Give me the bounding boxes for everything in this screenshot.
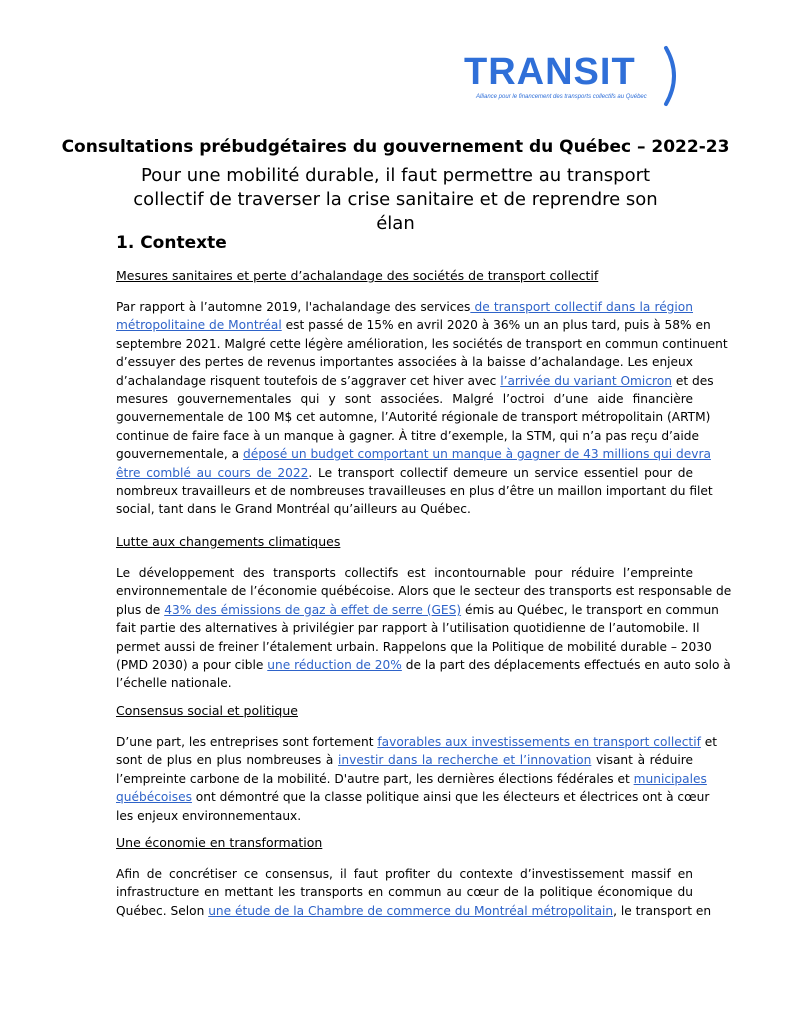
inline-link[interactable]: déposé un budget comportant un manque à gagner de 43 millions qui devra bbox=[242, 447, 711, 462]
text-line: les enjeux environnementaux. bbox=[116, 808, 302, 823]
inline-link[interactable]: municipales bbox=[633, 771, 707, 786]
paragraph bbox=[116, 298, 728, 519]
inline-link[interactable]: une réduction de 20% bbox=[267, 658, 402, 673]
text-line: d’achalandage risquent toutefois de s’aggraver cet hiver avec l’arrivée du variant Omicron et des bbox=[116, 373, 714, 388]
logo-tagline: Alliance pour le financement des transports collectifs au Québec bbox=[476, 94, 647, 100]
section-consensus bbox=[116, 703, 718, 825]
document-title: Consultations prébudgétaires du gouvernement du Québec – 2022-23 bbox=[61, 137, 730, 157]
text-line: social, tant dans le Grand Montréal qu’ailleurs au Québec. bbox=[116, 502, 471, 517]
inline-link[interactable]: métropolitaine de Montréal bbox=[116, 318, 282, 333]
paragraph bbox=[116, 733, 718, 825]
subsection-heading: Consensus social et politique bbox=[116, 703, 298, 718]
text-line: fait partie des alternatives à privilégier par rapport à l’utilisation quotidienne de l’automobile. Il bbox=[116, 621, 700, 636]
inline-link[interactable]: favorables aux investissements en transport collectif bbox=[377, 735, 701, 749]
transit-logo bbox=[464, 50, 694, 110]
document-subtitle: Pour une mobilité durable, il faut permettre au transport collectif de traverser la crise sanitaire et de reprendre son élan bbox=[133, 165, 658, 234]
text-line: Par rapport à l’automne 2019, l'achalandage des services de transport collectif dans la région bbox=[116, 300, 693, 314]
section-mesures-sanitaires bbox=[116, 268, 728, 519]
text-line: (PMD 2030) a pour cible une réduction de 20% de la part des déplacements effectués en auto solo à bbox=[116, 658, 731, 673]
text-line: infrastructure en mettant les transports en commun au cœur de la politique économique du bbox=[116, 885, 693, 900]
text-line: Le développement des transports collectifs est incontournable pour réduire l’empreinte bbox=[116, 566, 693, 580]
text-line: d’essuyer des pertes de revenus importantes associées à la baisse d’achalandage. Les enjeux bbox=[116, 355, 693, 370]
text-line: D’une part, les entreprises sont fortement favorables aux investissements en transport collectif et bbox=[116, 735, 718, 749]
chevron-right-icon bbox=[660, 44, 686, 108]
inline-link[interactable]: une étude de la Chambre de commerce du Montréal métropolitain bbox=[208, 903, 614, 918]
subsection-heading: Lutte aux changements climatiques bbox=[116, 534, 341, 549]
inline-link[interactable]: 43% des émissions de gaz à effet de serre (GES) bbox=[164, 602, 462, 617]
text-line: Afin de concrétiser ce consensus, il faut profiter du contexte d’investissement massif en bbox=[116, 867, 693, 881]
text-line: sont de plus en plus nombreuses à investir dans la recherche et l’innovation visant à réduire bbox=[116, 753, 693, 768]
text-line: gouvernementale de 100 M$ cet automne, l’Autorité régionale de transport métropolitain (ARTM) bbox=[116, 410, 711, 425]
paragraph bbox=[116, 564, 732, 693]
section-economie bbox=[116, 835, 712, 920]
text-line: Québec. Selon une étude de la Chambre de commerce du Montréal métropolitain, le transport en bbox=[116, 903, 712, 918]
text-line: être comblé au cours de 2022. Le transport collectif demeure un service essentiel pour de bbox=[116, 465, 693, 480]
logo-wordmark: TRANSIT bbox=[464, 51, 636, 93]
section-heading-contexte: 1. Contexte bbox=[116, 233, 227, 253]
text-line: gouvernementale, a déposé un budget comportant un manque à gagner de 43 millions qui devra bbox=[116, 447, 711, 462]
inline-link[interactable]: être comblé au cours de 2022 bbox=[116, 465, 309, 480]
inline-link[interactable]: québécoises bbox=[116, 790, 192, 805]
text-line: l’empreinte carbone de la mobilité. D'autre part, les dernières élections fédérales et municipales bbox=[116, 771, 707, 786]
subsection-heading: Une économie en transformation bbox=[116, 835, 323, 850]
text-line: environnementale de l’économie québécoise. Alors que le secteur des transports est responsable de bbox=[116, 584, 732, 599]
text-line: mesures gouvernementales qui y sont associées. Malgré l’octroi d’une aide financière bbox=[116, 392, 693, 407]
text-line: continue de faire face à un manque à gagner. À titre d’exemple, la STM, qui n’a pas reçu d’aide bbox=[116, 428, 700, 443]
inline-link[interactable]: investir dans la recherche et l’innovation bbox=[338, 753, 592, 768]
paragraph bbox=[116, 865, 712, 920]
text-line: permet aussi de freiner l’étalement urbain. Rappelons que la Politique de mobilité durable – 2030 bbox=[116, 639, 712, 654]
subsection-heading: Mesures sanitaires et perte d’achalandage des sociétés de transport collectif bbox=[116, 268, 599, 283]
section-changements-climatiques bbox=[116, 534, 732, 693]
text-line: nombreux travailleurs et de nombreuses travailleuses en plus d’être un maillon important du filet bbox=[116, 484, 713, 499]
inline-link[interactable]: l’arrivée du variant Omicron bbox=[500, 373, 672, 388]
text-line: métropolitaine de Montréal est passé de 15% en avril 2020 à 36% un an plus tard, puis à 58% en bbox=[116, 318, 711, 333]
text-line: l’échelle nationale. bbox=[116, 676, 232, 691]
inline-link[interactable]: de transport collectif dans la région bbox=[470, 300, 693, 314]
text-line: plus de 43% des émissions de gaz à effet de serre (GES) émis au Québec, le transport en commun bbox=[116, 602, 719, 617]
text-line: québécoises ont démontré que la classe politique ainsi que les électeurs et électrices ont à cœur bbox=[116, 790, 710, 805]
text-line: septembre 2021. Malgré cette légère amélioration, les sociétés de transport en commun continuent bbox=[116, 336, 728, 351]
